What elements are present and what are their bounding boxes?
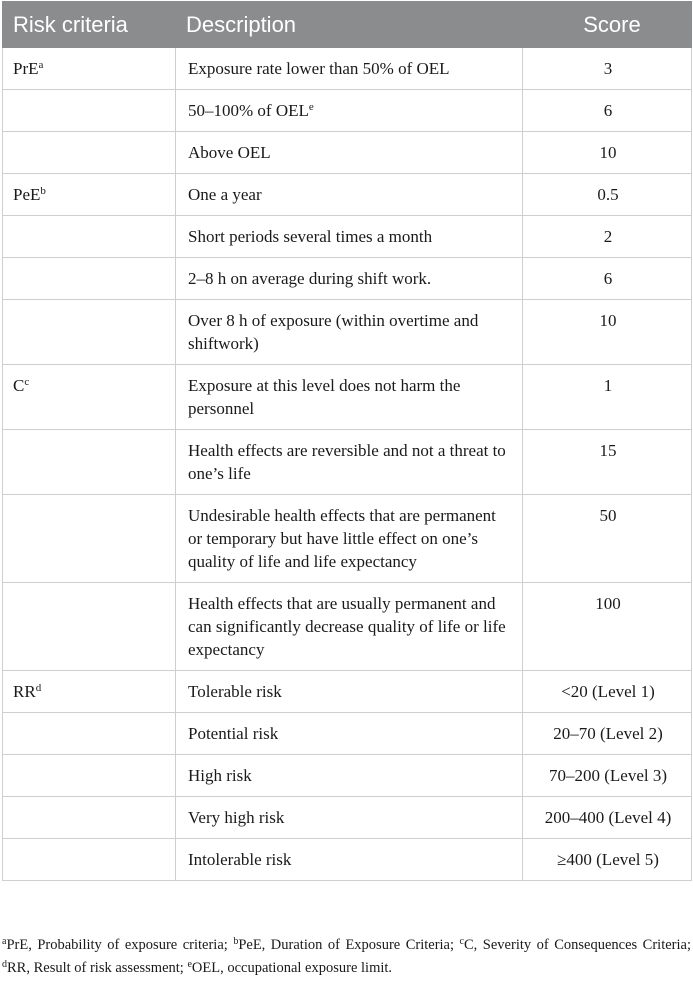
table-header-row xyxy=(3,2,692,48)
description-cell xyxy=(176,430,523,495)
footnote-text: RR, Result of risk assessment; xyxy=(7,960,188,976)
table-row xyxy=(3,797,692,839)
score-cell xyxy=(523,132,692,174)
footnote-marker: d xyxy=(35,682,42,694)
description-text: 50–100% of OEL xyxy=(188,101,309,120)
table-row xyxy=(3,755,692,797)
description-text: Health effects that are usually permanent and can significantly decrease quality of life or life expectancy xyxy=(188,594,506,659)
risk-criteria-cell xyxy=(3,216,176,258)
score-value: 1 xyxy=(603,376,613,395)
score-value: 20–70 (Level 2) xyxy=(553,724,663,743)
footnote-text: PrE, Probability of exposure criteria; xyxy=(6,937,234,953)
description-text: Above OEL xyxy=(188,143,271,162)
risk-assessment-table xyxy=(2,1,692,881)
footnote-marker: a xyxy=(2,936,7,947)
footnote-marker: b xyxy=(233,936,239,947)
footnote-marker: d xyxy=(2,959,7,970)
risk-criteria-cell xyxy=(3,174,176,216)
score-value: ≥400 (Level 5) xyxy=(557,850,659,869)
table-row xyxy=(3,132,692,174)
risk-criteria-label: C xyxy=(13,376,25,395)
risk-criteria-label: PrE xyxy=(13,59,39,78)
footnote-text: PeE, Duration of Exposure Criteria; xyxy=(238,937,460,953)
score-value: 50 xyxy=(599,506,617,525)
footnote-text: OEL, occupational exposure limit. xyxy=(191,960,393,976)
risk-criteria-cell xyxy=(3,365,176,430)
score-value: 10 xyxy=(599,311,617,330)
description-text: Tolerable risk xyxy=(188,682,282,701)
description-text: Intolerable risk xyxy=(188,850,292,869)
score-cell xyxy=(523,797,692,839)
score-cell xyxy=(523,755,692,797)
risk-table-container xyxy=(2,1,691,881)
description-text: High risk xyxy=(188,766,252,785)
footnote-marker: a xyxy=(38,59,44,71)
score-value: 6 xyxy=(603,101,613,120)
table-body xyxy=(3,48,692,881)
risk-criteria-label: PeE xyxy=(13,185,41,204)
description-text: 2–8 h on average during shift work. xyxy=(188,269,432,288)
score-cell xyxy=(523,258,692,300)
description-cell xyxy=(176,495,523,583)
description-cell xyxy=(176,365,523,430)
score-cell xyxy=(523,365,692,430)
footnote-text: C, Severity of Consequences Criteria; xyxy=(464,937,691,953)
table-row xyxy=(3,365,692,430)
score-value: 0.5 xyxy=(597,185,619,204)
risk-criteria-cell xyxy=(3,90,176,132)
score-cell xyxy=(523,495,692,583)
risk-criteria-cell xyxy=(3,713,176,755)
description-text: Exposure rate lower than 50% of OEL xyxy=(188,59,450,78)
table-row xyxy=(3,713,692,755)
description-cell xyxy=(176,671,523,713)
score-value: 200–400 (Level 4) xyxy=(544,808,672,827)
risk-criteria-cell xyxy=(3,430,176,495)
table-row xyxy=(3,174,692,216)
score-cell xyxy=(523,430,692,495)
description-cell xyxy=(176,174,523,216)
score-value: 3 xyxy=(603,59,613,78)
score-cell xyxy=(523,48,692,90)
description-text: Potential risk xyxy=(188,724,279,743)
risk-criteria-cell xyxy=(3,132,176,174)
risk-criteria-cell xyxy=(3,300,176,365)
risk-criteria-label: RR xyxy=(13,682,36,701)
table-row xyxy=(3,216,692,258)
score-cell xyxy=(523,713,692,755)
footnote-marker: c xyxy=(24,376,30,388)
score-value: 6 xyxy=(603,269,613,288)
table-row xyxy=(3,90,692,132)
description-cell xyxy=(176,216,523,258)
risk-criteria-cell xyxy=(3,495,176,583)
description-cell xyxy=(176,300,523,365)
description-cell xyxy=(176,713,523,755)
description-text: One a year xyxy=(188,185,262,204)
footnote-marker: e xyxy=(308,101,314,113)
description-cell xyxy=(176,48,523,90)
header-description: Description xyxy=(176,2,523,48)
table-row xyxy=(3,839,692,881)
description-cell xyxy=(176,839,523,881)
header-risk-criteria: Risk criteria xyxy=(3,2,176,48)
score-cell xyxy=(523,671,692,713)
score-cell xyxy=(523,90,692,132)
score-value: <20 (Level 1) xyxy=(561,682,655,701)
header-score: Score xyxy=(523,2,692,48)
score-cell xyxy=(523,583,692,671)
footnote-marker: e xyxy=(187,959,192,970)
table-row xyxy=(3,300,692,365)
description-text: Undesirable health effects that are permanent or temporary but have little effect on one’s quality of life and life expectancy xyxy=(188,506,496,571)
risk-criteria-cell xyxy=(3,797,176,839)
footnote-marker: b xyxy=(40,185,46,197)
description-text: Over 8 h of exposure (within overtime and shiftwork) xyxy=(188,311,479,353)
description-text: Short periods several times a month xyxy=(188,227,433,246)
score-cell xyxy=(523,216,692,258)
table-footnotes xyxy=(2,934,691,980)
risk-criteria-cell xyxy=(3,671,176,713)
description-cell xyxy=(176,583,523,671)
risk-criteria-cell xyxy=(3,48,176,90)
table-row xyxy=(3,430,692,495)
description-text: Health effects are reversible and not a threat to one’s life xyxy=(188,441,506,483)
description-cell xyxy=(176,90,523,132)
description-cell xyxy=(176,797,523,839)
score-value: 15 xyxy=(599,441,617,460)
table-row xyxy=(3,48,692,90)
score-cell xyxy=(523,300,692,365)
description-cell xyxy=(176,132,523,174)
table-row xyxy=(3,495,692,583)
description-cell xyxy=(176,755,523,797)
score-value: 2 xyxy=(603,227,613,246)
description-cell xyxy=(176,258,523,300)
score-cell xyxy=(523,839,692,881)
table-row xyxy=(3,258,692,300)
score-cell xyxy=(523,174,692,216)
risk-criteria-cell xyxy=(3,583,176,671)
score-value: 70–200 (Level 3) xyxy=(548,766,668,785)
footnote-marker: c xyxy=(459,936,464,947)
table-row xyxy=(3,583,692,671)
score-value: 100 xyxy=(595,594,621,613)
risk-criteria-cell xyxy=(3,839,176,881)
risk-criteria-cell xyxy=(3,755,176,797)
score-value: 10 xyxy=(599,143,617,162)
table-row xyxy=(3,671,692,713)
description-text: Very high risk xyxy=(188,808,285,827)
description-text: Exposure at this level does not harm the personnel xyxy=(188,376,461,418)
risk-criteria-cell xyxy=(3,258,176,300)
